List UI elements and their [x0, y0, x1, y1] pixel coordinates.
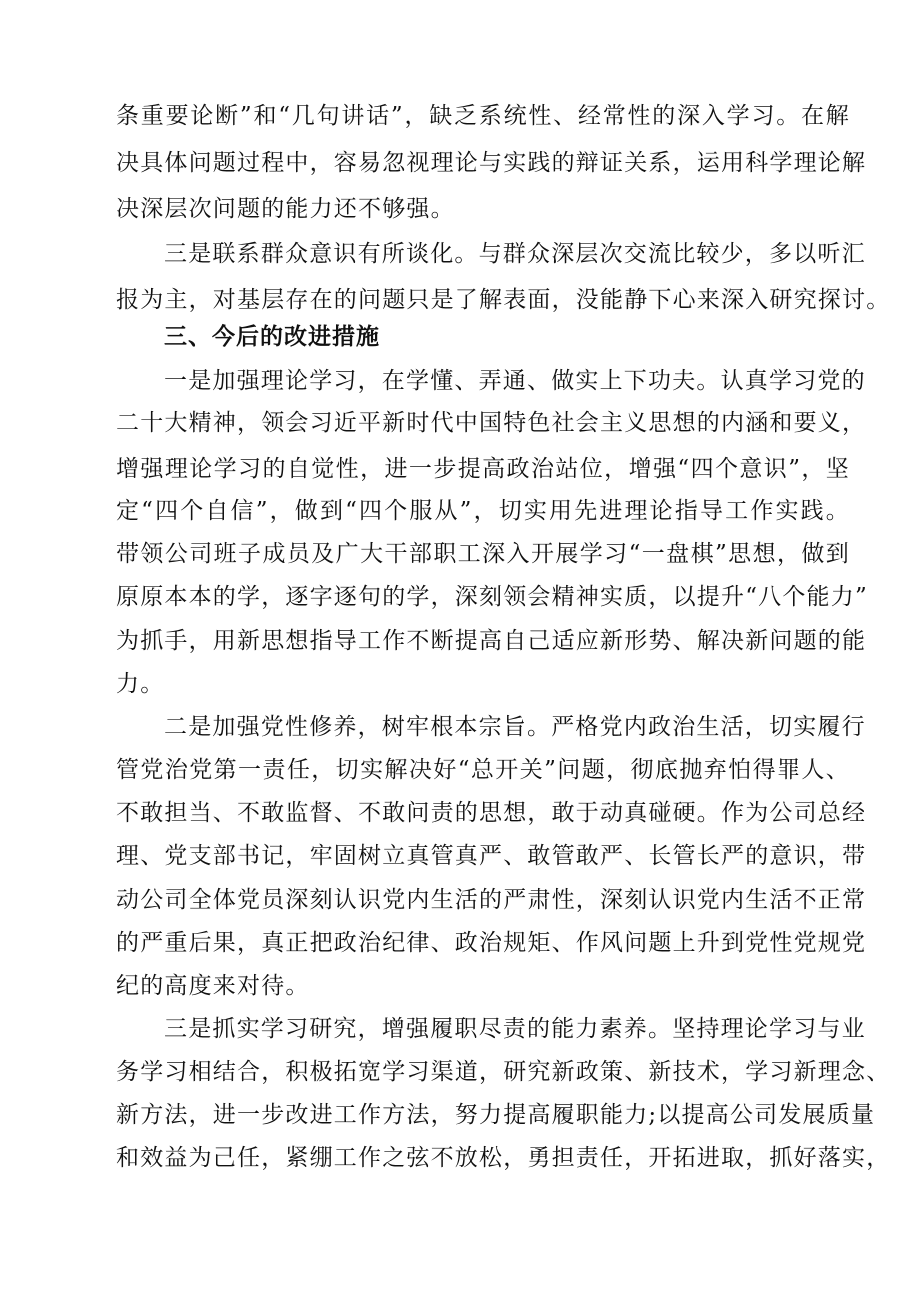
text-line: 带领公司班子成员及广大干部职工深入开展学习“一盘棋”思想，做到	[116, 541, 850, 567]
text-line: 纪的高度来对待。	[116, 973, 310, 999]
text-line: 条重要论断”和“几句讲话”，缺乏系统性、经常性的深入学习。在解	[116, 103, 850, 129]
text-line: 决具体问题过程中，容易忽视理论与实践的辩证关系，运用科学理论解	[116, 150, 867, 176]
text-line: 的严重后果，真正把政治纪律、政治规矩、作风问题上升到党性党规党	[116, 930, 867, 956]
text-line: 三是联系群众意识有所谈化。与群众深层次交流比较少，多以听汇	[164, 241, 866, 267]
text-line: 原原本本的学，逐字逐句的学，深刻领会精神实质，以提升“八个能力”	[116, 584, 868, 610]
text-line: 力。	[116, 671, 165, 697]
text-line: 决深层次问题的能力还不够强。	[116, 196, 455, 222]
text-line: 增强理论学习的自觉性，进一步提高政治站位，增强“四个意识”，坚	[116, 456, 850, 482]
text-line: 管党治党第一责任，切实解决好“总开关”问题，彻底抛弃怕得罪人、	[116, 757, 850, 783]
text-line: 定“四个自信”，做到“四个服从”，切实用先进理论指导工作实践。	[116, 498, 850, 524]
text-line: 为抓手，用新思想指导工作不断提高自己适应新形势、解决新问题的能	[116, 628, 867, 654]
section-heading: 三、今后的改进措施	[164, 324, 380, 350]
text-line: 一是加强理论学习，在学懂、弄通、做实上下功夫。认真学习党的	[164, 368, 866, 394]
text-line: 二十大精神，领会习近平新时代中国特色社会主义思想的内涵和要义，	[116, 410, 867, 436]
text-line: 报为主，对基层存在的问题只是了解表面，没能静下心来深入研究探讨。	[116, 287, 891, 313]
text-line: 和效益为己任，紧绷工作之弦不放松，勇担责任，开拓进取，抓好落实，	[116, 1145, 891, 1171]
text-line: 务学习相结合，积极拓宽学习渠道，研究新政策、新技术，学习新理念、	[116, 1059, 891, 1085]
text-line: 二是加强党性修养，树牢根本宗旨。严格党内政治生活，切实履行	[164, 714, 866, 740]
text-line: 三是抓实学习研究，增强履职尽责的能力素养。坚持理论学习与业	[164, 1016, 866, 1042]
text-line: 新方法，进一步改进工作方法，努力提高履职能力;以提高公司发展质量	[116, 1102, 876, 1128]
text-line: 不敢担当、不敢监督、不敢问责的思想，敢于动真碰硬。作为公司总经	[116, 800, 867, 826]
text-line: 理、党支部书记，牢固树立真管真严、敢管敢严、长管长严的意识，带	[116, 843, 867, 869]
text-line: 动公司全体党员深刻认识党内生活的严肃性，深刻认识党内生活不正常	[116, 887, 867, 913]
